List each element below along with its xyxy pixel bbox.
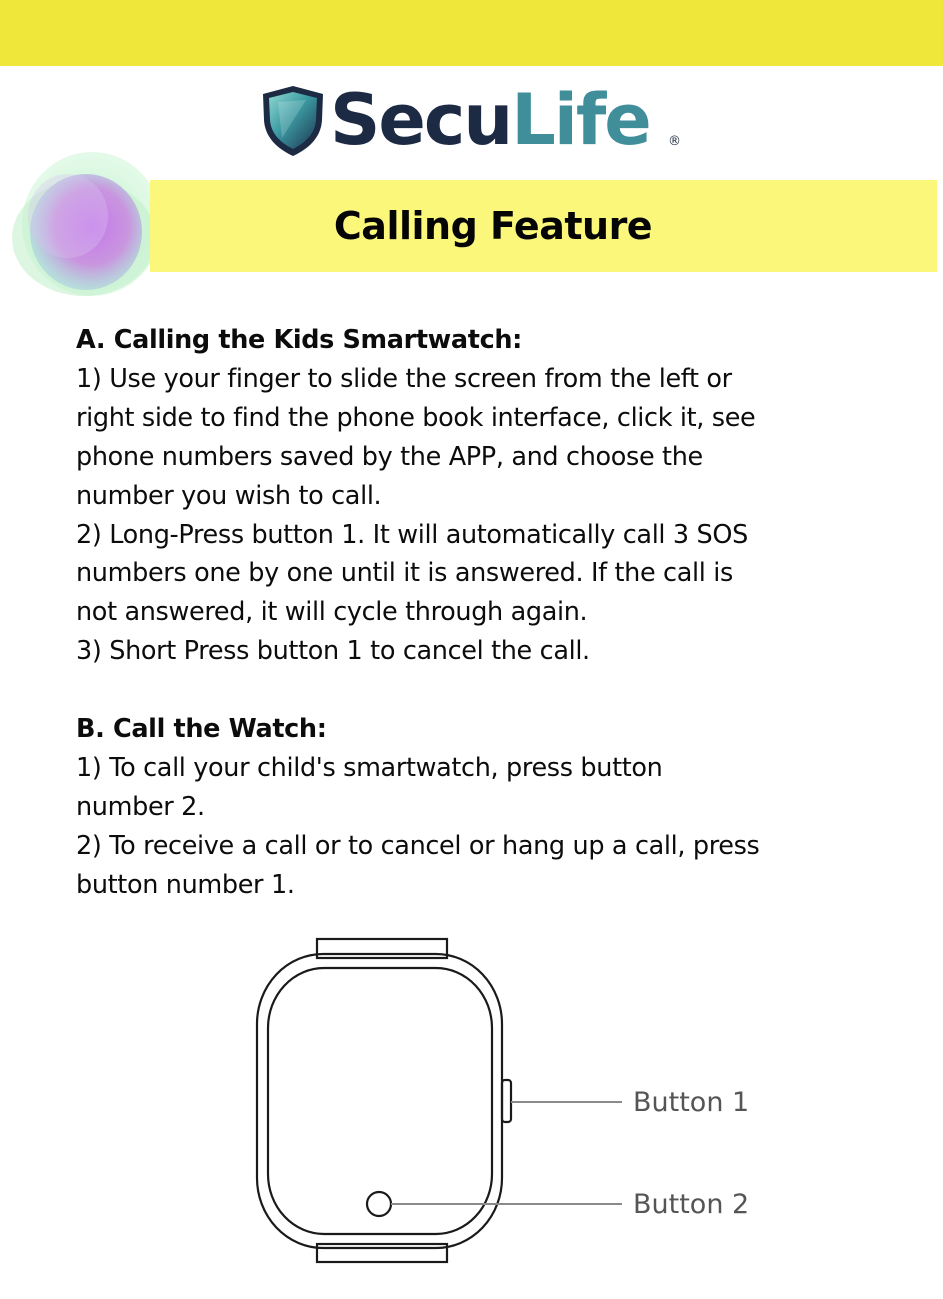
section-a-line: 2) Long-Press button 1. It will automatically call 3 SOS xyxy=(76,519,748,550)
section-b-line: button number 1. xyxy=(76,869,295,900)
section-a-line: numbers one by one until it is answered. If the call is xyxy=(76,558,733,589)
section-a-heading: A. Calling the Kids Smartwatch: xyxy=(76,325,523,355)
button1-label: Button 1 xyxy=(633,1087,750,1118)
section-a-line: 3) Short Press button 1 to cancel the call. xyxy=(76,636,590,667)
seculife-logo xyxy=(258,79,688,162)
page-title: Calling Feature xyxy=(333,204,653,248)
brand-name-part1: Secu xyxy=(330,79,512,161)
shield-icon xyxy=(258,82,328,158)
section-a-line: 1) Use your finger to slide the screen from the left or xyxy=(76,363,732,394)
section-a-line: phone numbers saved by the APP, and choose the xyxy=(76,441,703,472)
section-b-line: 1) To call your child's smartwatch, press button xyxy=(76,752,663,783)
registered-mark: ® xyxy=(668,134,681,149)
section-a-line: number you wish to call. xyxy=(76,480,382,511)
section-b-line: number 2. xyxy=(76,791,205,822)
section-a-line: not answered, it will cycle through again. xyxy=(76,597,588,628)
section-a-line: right side to find the phone book interface, click it, see xyxy=(76,402,756,433)
button2-label: Button 2 xyxy=(633,1189,750,1220)
brand-wordmark xyxy=(330,80,650,160)
smartwatch-outline xyxy=(257,939,511,1262)
section-spacer xyxy=(76,671,906,710)
instructions xyxy=(76,321,906,905)
section-b-heading: B. Call the Watch: xyxy=(76,714,327,745)
section-b-line: 2) To receive a call or to cancel or hang up a call, press xyxy=(76,830,760,861)
top-color-band xyxy=(0,0,943,66)
decorative-gradient-blob xyxy=(8,146,168,306)
smartwatch-diagram xyxy=(250,932,770,1272)
brand-name-part2: Life xyxy=(511,79,650,161)
